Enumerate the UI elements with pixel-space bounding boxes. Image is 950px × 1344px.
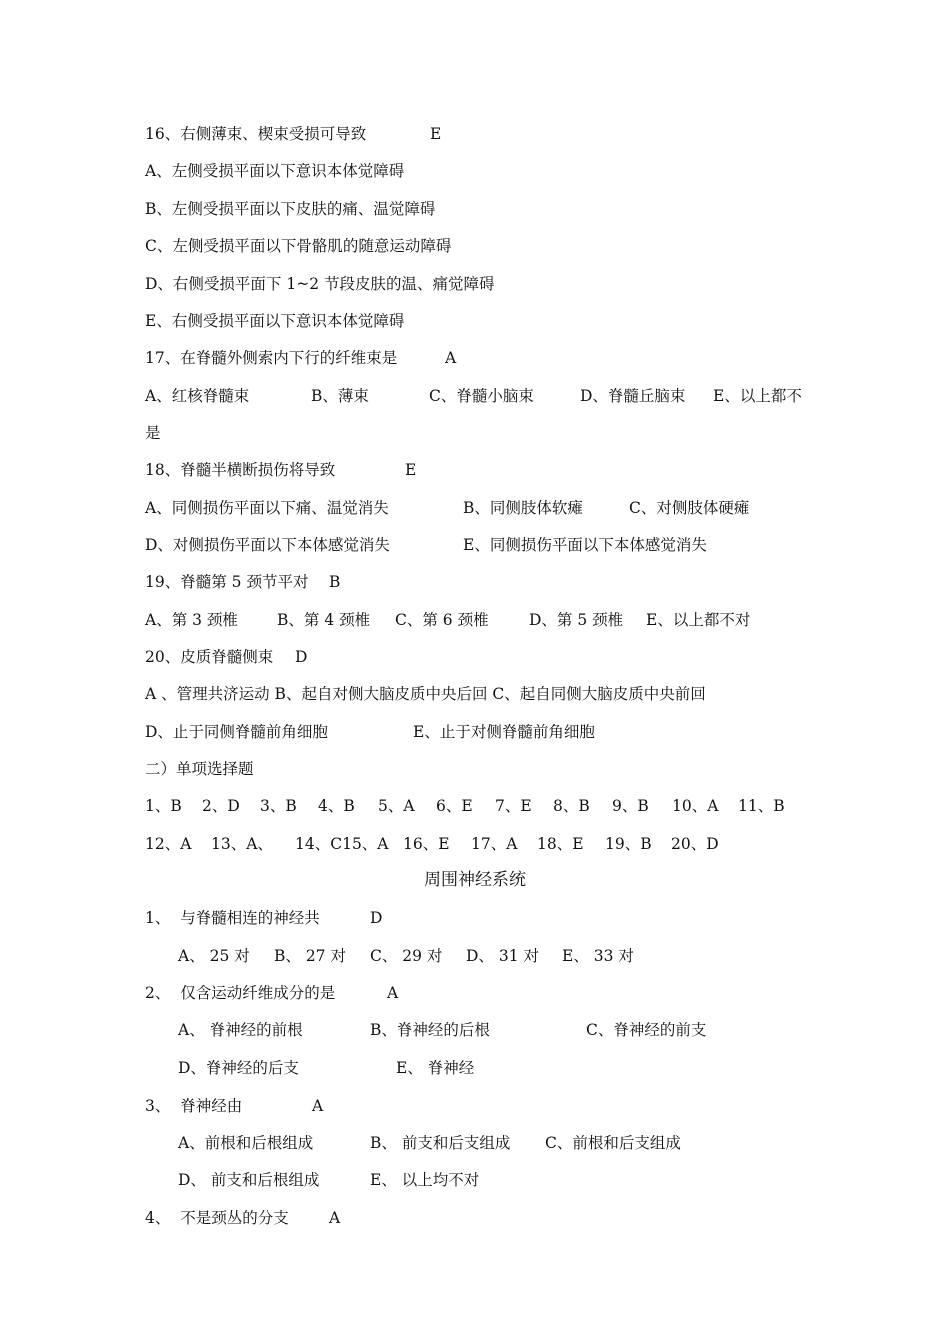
section-title: 周围神经系统 [424, 870, 526, 890]
answer-item: 9、B [612, 797, 649, 815]
option-d: D、第 5 颈椎 [529, 611, 624, 629]
question-stem: 2、 仅含运动纤维成分的是 [145, 984, 336, 1002]
question-19 [145, 572, 341, 592]
question-stem: 16、右侧薄束、楔束受损可导致 [145, 125, 367, 143]
question-stem: 4、 不是颈丛的分支 [145, 1209, 289, 1227]
option-a: A、前根和后根组成 [178, 1134, 314, 1152]
option-a: A、第 3 颈椎 [145, 611, 238, 629]
option-d: D、脊髓丘脑束 [580, 387, 686, 405]
options-row [178, 1170, 480, 1190]
option-e: E、同侧损伤平面以下本体感觉消失 [463, 536, 707, 554]
answer-item: 11、B [738, 797, 785, 815]
answers-row [145, 834, 719, 854]
option-c: C、 29 对 [370, 947, 443, 965]
option-b: B、 27 对 [274, 947, 346, 965]
option-e: E、 脊神经 [396, 1059, 475, 1077]
option-a: A、 25 对 [178, 947, 250, 965]
option-b: B、第 4 颈椎 [277, 611, 371, 629]
option-c: C、脊神经的前支 [586, 1021, 707, 1039]
option-e: E、以上都不对 [646, 611, 751, 629]
answer-item: 7、E [495, 797, 532, 815]
option-c: C、脊髓小脑束 [429, 387, 534, 405]
answer-item: 8、B [553, 797, 590, 815]
answer-item: 18、E [537, 835, 584, 853]
answer-item: 19、B [605, 835, 652, 853]
question-stem: 20、皮质脊髓侧束 [145, 648, 274, 666]
answers-heading: 二）单项选择题 [145, 760, 254, 778]
question-stem: 18、脊髓半横断损伤将导致 [145, 461, 336, 479]
question-p4 [145, 1208, 341, 1228]
answer-item: 1、B [145, 797, 182, 815]
question-p2 [145, 983, 399, 1003]
answers-row [145, 796, 785, 816]
option-e: E、以上都不 [713, 387, 802, 405]
question-p3 [145, 1096, 324, 1116]
option-d: D、脊神经的后支 [178, 1059, 299, 1077]
answer-item: 17、A [471, 835, 518, 853]
answer-item: 12、A [145, 835, 192, 853]
answer-key: B [329, 573, 341, 591]
option-e: E、 以上均不对 [370, 1171, 480, 1189]
answer-item: 10、A [672, 797, 719, 815]
question-stem: 17、在脊髓外侧索内下行的纤维束是 [145, 349, 398, 367]
answer-key: A [445, 349, 457, 367]
answer-item: 4、B [318, 797, 355, 815]
option-a: A、左侧受损平面以下意识本体觉障碍 [145, 162, 405, 180]
option-b: B、左侧受损平面以下皮肤的痛、温觉障碍 [145, 200, 436, 218]
question-stem: 1、 与脊髓相连的神经共 [145, 909, 320, 927]
answer-key: A [387, 984, 399, 1002]
question-20 [145, 647, 308, 667]
options-row [145, 610, 751, 630]
answer-item: 2、D [202, 797, 240, 815]
answer-item: 16、E [403, 835, 450, 853]
answer-item: 20、D [671, 835, 719, 853]
question-16 [145, 124, 442, 144]
options-row [145, 722, 595, 742]
options-row [145, 386, 802, 406]
option-d: D、 前支和后根组成 [178, 1171, 320, 1189]
option-b: B、 前支和后支组成 [370, 1134, 511, 1152]
option-d: D、对侧损伤平面以下本体感觉消失 [145, 536, 390, 554]
option-e: E、 33 对 [562, 947, 634, 965]
option-b: B、薄束 [311, 387, 369, 405]
answer-item: 6、E [436, 797, 473, 815]
option-b: B、同侧肢体软瘫 [463, 499, 583, 517]
answer-key: A [329, 1209, 341, 1227]
options-row: A 、管理共济运动 B、起自对侧大脑皮质中央后回 C、起自同侧大脑皮质中央前回 [145, 685, 706, 703]
option-d: D、止于同侧脊髓前角细胞 [145, 723, 328, 741]
option-c: C、第 6 颈椎 [395, 611, 489, 629]
answer-item: 14、C15、A [295, 835, 389, 853]
question-p1 [145, 908, 383, 928]
answer-key: D [295, 648, 308, 666]
option-a: A、同侧损伤平面以下痛、温觉消失 [145, 499, 389, 517]
options-row [178, 1020, 707, 1040]
options-row [178, 1133, 681, 1153]
question-stem: 19、脊髓第 5 颈节平对 [145, 573, 309, 591]
answer-item: 13、A、 [211, 835, 273, 853]
answer-key: E [405, 461, 417, 479]
question-18 [145, 460, 417, 480]
option-c: C、对侧肢体硬瘫 [629, 499, 750, 517]
answer-key: A [312, 1097, 324, 1115]
option-d: D、右侧受损平面下 1~2 节段皮肤的温、痛觉障碍 [145, 275, 495, 293]
options-row [178, 946, 634, 966]
option-e: E、右侧受损平面以下意识本体觉障碍 [145, 312, 405, 330]
answer-key: D [370, 909, 383, 927]
option-d: D、 31 对 [466, 947, 540, 965]
question-17 [145, 348, 457, 368]
answer-item: 3、B [260, 797, 297, 815]
question-stem: 3、 脊神经由 [145, 1097, 243, 1115]
option-e-continued: 是 [145, 424, 161, 442]
option-a: A、 脊神经的前根 [178, 1021, 303, 1039]
option-c: C、左侧受损平面以下骨骼肌的随意运动障碍 [145, 237, 452, 255]
option-c: C、前根和后支组成 [545, 1134, 681, 1152]
option-b: B、脊神经的后根 [370, 1021, 490, 1039]
options-row [178, 1058, 475, 1078]
options-row [145, 535, 707, 555]
option-e: E、止于对侧脊髓前角细胞 [413, 723, 595, 741]
answer-item: 5、A [378, 797, 415, 815]
answer-key: E [430, 125, 442, 143]
options-row [145, 498, 750, 518]
option-a: A、红核脊髓束 [145, 387, 250, 405]
